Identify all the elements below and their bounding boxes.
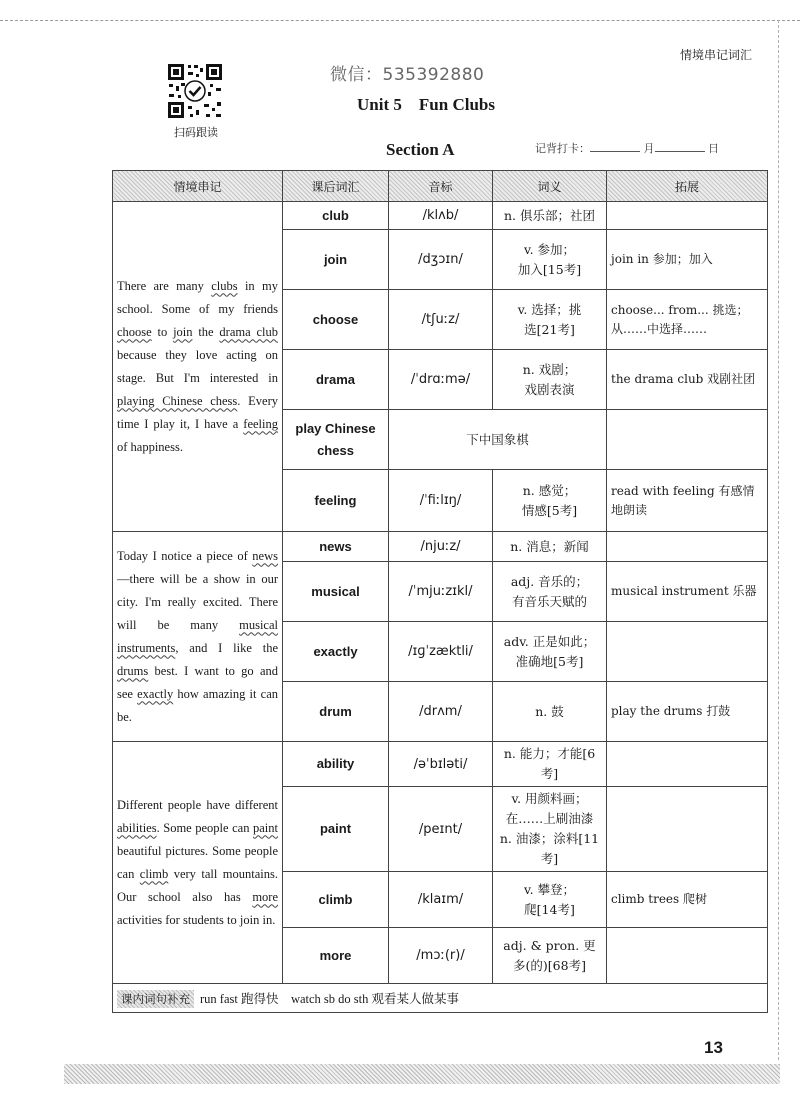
story-text: how amazing it can be. xyxy=(117,686,278,724)
extension-cell xyxy=(607,622,768,682)
keyword-highlight: abilities xyxy=(117,820,157,835)
extension-cell: play the drums 打鼓 xyxy=(607,682,768,742)
story-text: . Some people can xyxy=(156,820,253,835)
story-text: , and I like the xyxy=(175,640,278,655)
meaning-line: 戏剧表演 xyxy=(524,381,575,397)
extension-cell xyxy=(607,202,768,230)
top-dashed-border xyxy=(0,20,800,21)
keyword-highlight: feeling xyxy=(243,416,278,431)
word-cell: join xyxy=(283,230,389,290)
meaning-line: 选[21考] xyxy=(524,321,575,337)
header-extension: 拓展 xyxy=(607,171,768,202)
table-header-row xyxy=(113,171,768,202)
phonetic-cell: /ˈdrɑːmə/ xyxy=(389,350,493,410)
story-text: beautiful pictures. Some people can xyxy=(117,843,278,881)
keyword-highlight: playing Chinese chess xyxy=(117,393,238,408)
story-text: to xyxy=(151,324,174,339)
extension-cell: the drama club 戏剧社团 xyxy=(607,350,768,410)
meaning-cell xyxy=(493,742,607,787)
phonetic-cell: /ˈfiːlɪŋ/ xyxy=(389,470,493,532)
extension-cell xyxy=(607,742,768,787)
extension-cell: read with feeling 有感情地朗读 xyxy=(607,470,768,532)
meaning-line: 在……上刷油漆 xyxy=(505,811,594,826)
meaning-line: adj. & pron. 更 xyxy=(503,937,596,953)
phonetic-cell: /mɔː(r)/ xyxy=(389,928,493,984)
meaning-line: n. 俱乐部；社团 xyxy=(504,207,595,223)
phonetic-cell: /tʃuːz/ xyxy=(389,290,493,350)
meaning-line: n. 消息；新闻 xyxy=(510,538,589,554)
meaning-line: v. 用颜料画； xyxy=(511,791,588,806)
phonetic-cell: /klaɪm/ xyxy=(389,872,493,928)
word-cell: musical xyxy=(283,562,389,622)
story-text: the xyxy=(192,324,220,339)
extension-cell: choose... from... 挑选；从……中选择…… xyxy=(607,290,768,350)
word-cell: news xyxy=(283,532,389,562)
meaning-line: 有音乐天赋的 xyxy=(511,593,587,609)
meaning-cell xyxy=(493,202,607,230)
wechat-id: 微信：535392880 xyxy=(330,65,485,85)
right-dashed-border xyxy=(778,20,779,1060)
meaning-line: n. 戏剧； xyxy=(522,361,577,377)
word-cell: choose xyxy=(283,290,389,350)
meaning-line: 多(的)[68考] xyxy=(513,957,586,973)
keyword-highlight: news xyxy=(252,548,278,563)
day-label: 日 xyxy=(708,142,719,155)
meaning-line: 准确地[5考] xyxy=(515,653,584,669)
month-blank[interactable] xyxy=(590,141,640,152)
word-cell: exactly xyxy=(283,622,389,682)
word-cell: drum xyxy=(283,682,389,742)
story-cell xyxy=(113,532,283,742)
note-row xyxy=(113,984,768,1013)
story-text: because they love acting on stage. But I'm interested in xyxy=(117,347,278,385)
meaning-cell xyxy=(493,290,607,350)
keyword-highlight: paint xyxy=(253,820,278,835)
meaning-cell xyxy=(493,532,607,562)
header-phonetic: 音标 xyxy=(389,171,493,202)
word-cell: drama xyxy=(283,350,389,410)
story-text: There are many xyxy=(117,278,212,293)
word-cell: more xyxy=(283,928,389,984)
extension-cell: climb trees 爬树 xyxy=(607,872,768,928)
unit-title: Unit 5 Fun Clubs xyxy=(357,95,495,114)
meaning-line: v. 攀登； xyxy=(523,881,576,897)
meaning-line: v. 参加； xyxy=(523,241,576,257)
story-cell xyxy=(113,742,283,984)
phonetic-cell: /ˈmjuːzɪkl/ xyxy=(389,562,493,622)
page-number: 13 xyxy=(704,1038,723,1057)
meaning-line: adv. 正是如此； xyxy=(503,633,596,649)
note-text: run fast 跑得快 watch sb do sth 观看某人做某事 xyxy=(200,991,460,1006)
note-label: 课内词句补充 xyxy=(117,990,194,1008)
keyword-highlight: join xyxy=(173,324,193,339)
header-word: 课后词汇 xyxy=(283,171,389,202)
meaning-line: n. 鼓 xyxy=(535,703,564,719)
note-cell xyxy=(113,984,768,1013)
story-text: Different people have different xyxy=(117,797,278,812)
meaning-line: adj. 音乐的； xyxy=(510,573,589,589)
phonetic-cell: /drʌm/ xyxy=(389,682,493,742)
checkin-field[interactable] xyxy=(535,140,719,156)
phonetic-cell: /njuːz/ xyxy=(389,532,493,562)
phonetic-cell: /peɪnt/ xyxy=(389,787,493,872)
keyword-highlight: choose xyxy=(117,324,152,339)
extension-cell xyxy=(607,410,768,470)
keyword-highlight: drums xyxy=(117,663,149,678)
word-cell: club xyxy=(283,202,389,230)
word-cell: ability xyxy=(283,742,389,787)
checkin-label: 记背打卡： xyxy=(535,142,590,155)
section-title: Section A xyxy=(386,140,455,159)
keyword-highlight: more xyxy=(252,889,278,904)
word-cell: feeling xyxy=(283,470,389,532)
meaning-line: 爬[14考] xyxy=(524,901,575,917)
phonetic-cell: /dʒɔɪn/ xyxy=(389,230,493,290)
story-text: very tall mountains. Our school also has xyxy=(117,866,278,904)
meaning-line: n. 感觉； xyxy=(522,482,577,498)
extension-cell xyxy=(607,787,768,872)
day-blank[interactable] xyxy=(655,141,705,152)
keyword-highlight: clubs xyxy=(211,278,238,293)
qr-label: 扫码跟读 xyxy=(174,126,218,139)
story-text: —there will be a show in our city. I'm really excited. There will be many xyxy=(117,571,278,632)
meaning-cell xyxy=(493,470,607,532)
meaning-cell xyxy=(493,350,607,410)
extension-cell xyxy=(607,532,768,562)
meaning-cell xyxy=(493,872,607,928)
meaning-line: 下中国象棋 xyxy=(466,431,529,447)
table-row xyxy=(113,202,768,230)
word-cell: climb xyxy=(283,872,389,928)
story-text: in my school. Some of my friends xyxy=(117,278,278,316)
meaning-cell xyxy=(493,928,607,984)
meaning-line: n. 能力；才能[6考] xyxy=(503,746,596,781)
section-tag: 情境串记词汇 xyxy=(679,48,752,62)
bottom-scan-band xyxy=(64,1064,780,1084)
keyword-highlight: drama club xyxy=(219,324,278,339)
story-text: . Every time I play it, I have a xyxy=(117,393,278,431)
phonetic-cell: /ɪɡˈzæktli/ xyxy=(389,622,493,682)
word-cell: play Chinese chess xyxy=(283,410,389,470)
meaning-line: n. 油漆；涂料[11考] xyxy=(499,831,600,866)
story-text: of happiness. xyxy=(117,439,183,454)
meaning-cell xyxy=(493,562,607,622)
phonetic-cell: /klʌb/ xyxy=(389,202,493,230)
meaning-cell xyxy=(493,230,607,290)
table-row xyxy=(113,532,768,562)
meaning-line: 情感[5考] xyxy=(521,502,578,518)
keyword-highlight: exactly xyxy=(137,686,174,701)
story-text: Today I notice a piece of xyxy=(117,548,253,563)
phonetic-cell: /əˈbɪləti/ xyxy=(389,742,493,787)
meaning-line: 加入[15考] xyxy=(517,261,582,277)
extension-cell: join in 参加；加入 xyxy=(607,230,768,290)
keyword-highlight: musical instruments xyxy=(117,617,278,655)
word-cell: paint xyxy=(283,787,389,872)
meaning-line: v. 选择；挑 xyxy=(517,301,582,317)
keyword-highlight: climb xyxy=(139,866,169,881)
story-text: best. I want to go and see xyxy=(117,663,278,701)
extension-cell: musical instrument 乐器 xyxy=(607,562,768,622)
story-cell xyxy=(113,202,283,532)
vocab-table xyxy=(112,170,768,1013)
header-context: 情境串记 xyxy=(113,171,283,202)
header-meaning: 词义 xyxy=(493,171,607,202)
extension-cell xyxy=(607,928,768,984)
month-label: 月 xyxy=(643,142,655,155)
meaning-cell xyxy=(493,787,607,872)
table-row xyxy=(113,742,768,787)
meaning-cell xyxy=(389,410,607,470)
meaning-cell xyxy=(493,682,607,742)
meaning-cell xyxy=(493,622,607,682)
story-text: activities for students to join in. xyxy=(117,912,276,927)
